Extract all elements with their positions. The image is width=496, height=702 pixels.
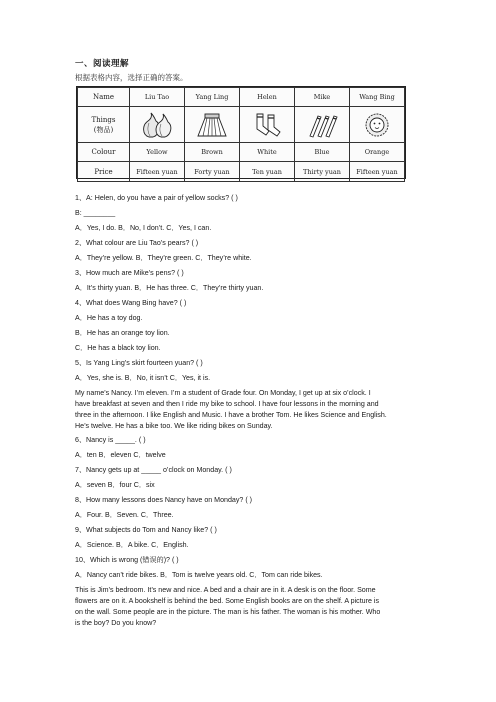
question-2: 2、What colour are Liu Tao’s pears? ( ) [75,239,199,247]
section-title: 一、阅读理解 [75,59,130,69]
row-header-colour: Colour [78,143,130,162]
name-cell: Mike [295,88,350,107]
onion-icon [139,111,175,139]
row-header-price: Price [78,162,130,182]
passage-jim-line: is the boy? Do you know? [75,619,157,627]
skirt-icon [194,111,230,139]
question-1: 1、A: Helen, do you have a pair of yellow socks? ( ) [75,194,238,202]
colour-cell: Blue [295,143,350,162]
question-9: 9、What subjects do Tom and Nancy like? ( ) [75,526,217,534]
things-label: Things [91,115,116,124]
things-cell [295,107,350,143]
passage-jim-line: on the wall. Some people are in the picture. The man is his father. The woman is his mother. Who [75,608,381,616]
question-10: 10、Which is wrong (错误的)? ( ) [75,556,179,564]
question-6: 6、Nancy is _____. ( ) [75,436,146,444]
price-cell: Thirty yuan [295,162,350,182]
price-cell: Fifteen yuan [130,162,185,182]
option-4b: B．He has an orange toy lion. [75,329,170,337]
colour-cell: Orange [350,143,405,162]
question-7: 7、Nancy gets up at _____ o’clock on Monday. ( ) [75,466,232,474]
options-1: A．Yes, I do. B．No, I don’t. C．Yes, I can. [75,224,212,232]
passage-nancy-line: He’s twelve. He has a bike too. We like riding bikes on Sunday. [75,422,273,430]
name-cell: Wang Bing [350,88,405,107]
options-3: A．It’s thirty yuan. B．He has three. C．They’re thirty yuan. [75,284,264,292]
options-6: A．ten B．eleven C．twelve [75,451,166,459]
passage-nancy-line: three in the afternoon. I like English and Music. I have a brother Tom. He likes Science and English. [75,411,387,419]
pens-icon [304,111,340,139]
options-7: A．seven B．four C．six [75,481,155,489]
options-2: A．They’re yellow. B．They’re green. C．They’re white. [75,254,252,262]
things-cell [350,107,405,143]
passage-nancy-line: have breakfast at seven and then I ride my bike to school. I have four lessons in the morning and [75,400,379,408]
option-4c: C．He has a black toy lion. [75,344,161,352]
option-4a: A．He has a toy dog. [75,314,143,322]
passage-jim-line: This is Jim’s bedroom. It’s new and nice. A bed and a chair are in it. A desk is on the floor. Some [75,586,376,594]
things-cell [130,107,185,143]
passage-jim-line: flowers are on it. A bookshelf is behind the bed. Some English books are on the shelf. A picture is [75,597,380,605]
price-cell: Fifteen yuan [350,162,405,182]
options-9: A．Science. B．A bike. C．English. [75,541,189,549]
colour-cell: Yellow [130,143,185,162]
name-cell: Helen [240,88,295,107]
options-5: A．Yes, she is. B．No, it isn’t C．Yes, it is. [75,374,211,382]
colour-cell: Brown [185,143,240,162]
name-cell: Liu Tao [130,88,185,107]
price-cell: Ten yuan [240,162,295,182]
row-header-name: Name [78,88,130,107]
things-cell [185,107,240,143]
question-4: 4、What does Wang Bing have? ( ) [75,299,187,307]
passage-nancy-line: My name’s Nancy. I’m eleven. I’m a student of Grade four. On Monday, I get up at six o’clock. I [75,389,371,397]
question-3: 3、How much are Mike’s pens? ( ) [75,269,184,277]
lion-toy-icon [359,111,395,139]
answer-line-b: B: ________ [75,209,116,217]
question-5: 5、Is Yang Ling’s skirt fourteen yuan? ( ) [75,359,203,367]
colour-cell: White [240,143,295,162]
row-header-things [78,107,130,143]
options-10: A．Nancy can’t ride bikes. B．Tom is twelve years old. C．Tom can ride bikes. [75,571,323,579]
question-list [75,193,435,629]
things-label-cn: (物品) [93,125,114,134]
socks-icon [249,111,285,139]
name-cell: Yang Ling [185,88,240,107]
question-8: 8、How many lessons does Nancy have on Monday? ( ) [75,496,253,504]
things-cell [240,107,295,143]
price-cell: Forty yuan [185,162,240,182]
info-table [76,86,406,179]
options-8: A．Four. B．Seven. C．Three. [75,511,174,519]
instruction-text: 根据表格内容，选择正确的答案。 [75,73,188,82]
